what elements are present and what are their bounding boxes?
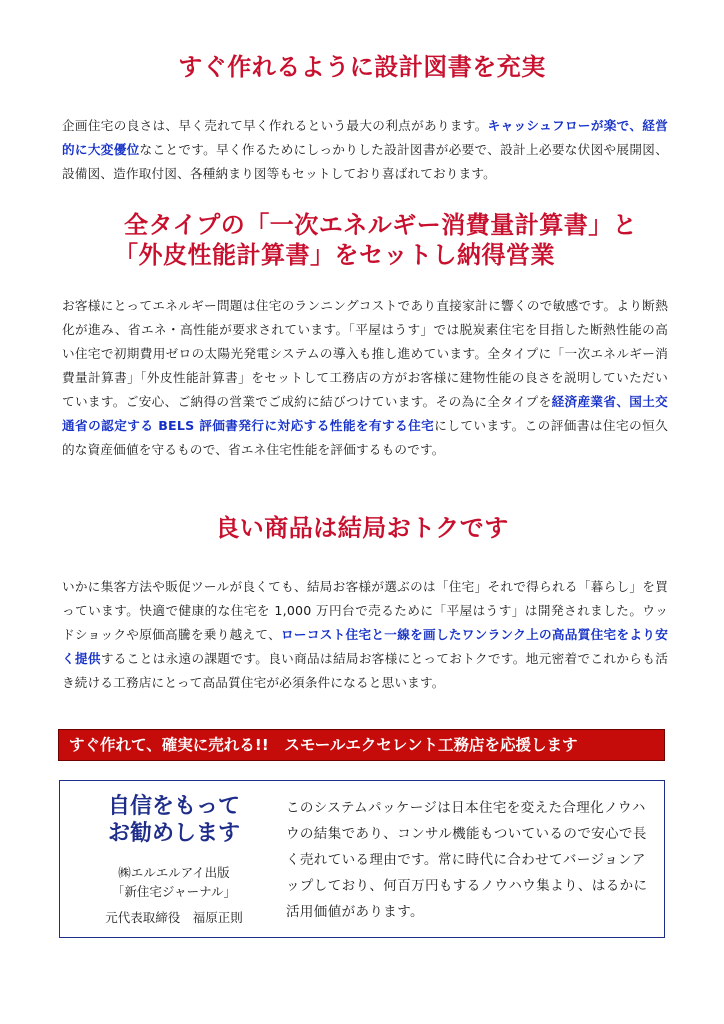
slogan-banner: すぐ作れて、確実に売れる!! スモールエクセレント工務店を応援します (58, 729, 665, 761)
section3-text-a: いかに集客方法や販促ツールが良くても、結局お客様が選ぶのは「住宅」それで得られる「暮らし」を買っています。快適で健康的な住宅を 1,000 万円台で売るために「平屋はうす」は開発されました。ウッドショックや原価高騰を乗り越えて、 (62, 579, 668, 642)
section1-heading: すぐ作れるように設計図書を充実 (178, 53, 546, 81)
recommendation-text: このシステムパッケージは日本住宅を変えた合理化ノウハウの結集であり、コンサル機能もついているので安心で長く売れている理由です。常に時代に合わせてバージョンアップしており、何百万円もするノウハウ集より、はるかに活用価値があります。 (286, 800, 648, 920)
section1-highlight: キャッシュフローが楽で、経営的に大変優位 (62, 118, 669, 157)
section2-heading-line2: 「外皮性能計算書」をセットし納得営業 (114, 241, 555, 269)
section1-text-b: なことです。早く作るためにしっかりした設計図書が必要で、設計上必要な伏図や展開図、設備図、造作取付図、各種納まり図等もセットしており喜ばれております。 (62, 142, 668, 181)
section2-text-b: にしています。この評価書は住宅の恒久的な資産価値を守るもので、省エネ住宅性能を評価するものです。 (62, 418, 668, 457)
magazine-name: 「新住宅ジャーナル」 (111, 884, 237, 899)
publisher-info (84, 863, 264, 901)
section1-paragraph (62, 114, 668, 186)
section2-heading-line1: 全タイプの「一次エネルギー消費量計算書」と (124, 211, 638, 239)
section2-paragraph (62, 294, 668, 462)
section3-text-b: することは永遠の課題です。良い商品は結局お客様にとっておトクです。地元密着でこれからも活き続ける工務店にとって高品質住宅が必須条件になると思います。 (62, 651, 668, 690)
publisher-name: ㈱エルエルアイ出版 (118, 865, 230, 880)
section2-text-a: お客様にとってエネルギー問題は住宅のランニングコストであり直接家計に響くので敏感です。より断熱化が進み、省エネ・高性能が要求されています。「平屋はうす」では脱炭素住宅を目指した断熱性能の高い住宅で初期費用ゼロの太陽光発電システムの導入も推し進めています。全タイプに「一次エネルギー消費量計算書」「外皮性能計算書」をセットして工務店の方がお客様に建物性能の良さを説明していただいています。ご安心、ご納得の営業でご成約に結びつけています。その為に全タイプを (62, 298, 668, 409)
recommendation-title-line2: お勧めします (107, 821, 240, 846)
section3-heading: 良い商品は結局おトクです (215, 514, 509, 542)
signature: 元代表取締役 福原正則 (105, 910, 243, 925)
section3-highlight: ローコスト住宅と一線を画したワンランク上の高品質住宅をより安く提供 (62, 627, 668, 666)
recommendation-title-line1: 自信をもって (107, 794, 240, 819)
section2-highlight: 経済産業省、国土交通省の認定する BELS 評価書発行に対応する性能を有する住宅 (62, 394, 668, 433)
section1-text-a: 企画住宅の良さは、早く売れて早く作れるという最大の利点があります。 (62, 118, 488, 133)
section3-paragraph (62, 575, 668, 695)
recommendation-title (74, 793, 274, 847)
section2-heading (50, 210, 650, 270)
recommendation-box (59, 780, 665, 938)
